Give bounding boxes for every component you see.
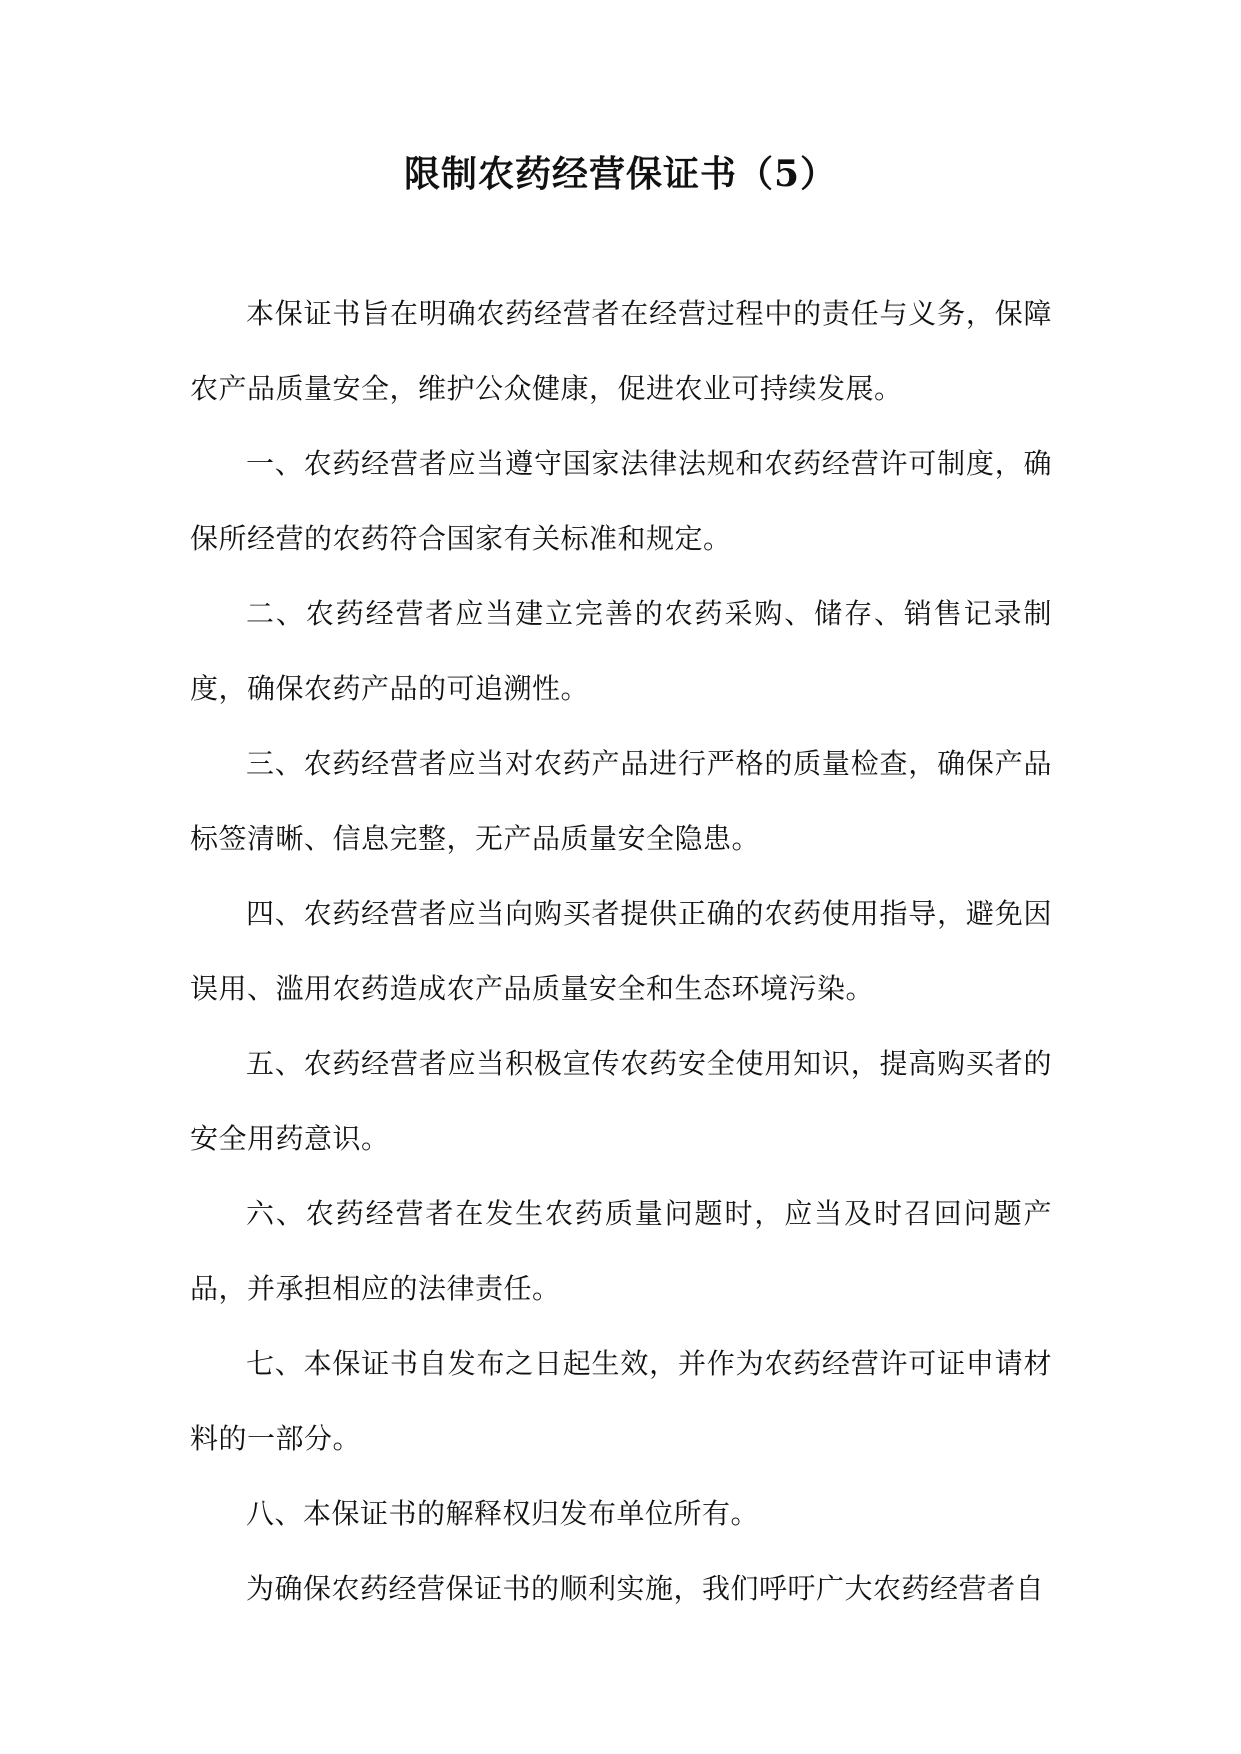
paragraph-clause-7: 七、本保证书自发布之日起生效，并作为农药经营许可证申请材料的一部分。 <box>190 1347 1052 1455</box>
paragraph-clause-1: 一、农药经营者应当遵守国家法律法规和农药经营许可制度，确保所经营的农药符合国家有关标准和规定。 <box>190 447 1052 555</box>
paragraph-clause-2: 二、农药经营者应当建立完善的农药采购、储存、销售记录制度，确保农药产品的可追溯性。 <box>190 597 1052 705</box>
paragraph-intro: 本保证书旨在明确农药经营者在经营过程中的责任与义务，保障农产品质量安全，维护公众健康，促进农业可持续发展。 <box>190 297 1052 405</box>
document-body <box>190 276 1052 1626</box>
paragraph-clause-3: 三、农药经营者应当对农药产品进行严格的质量检查，确保产品标签清晰、信息完整，无产品质量安全隐患。 <box>190 747 1052 855</box>
document-title: 限制农药经营保证书（5） <box>403 153 838 195</box>
paragraph-clause-4: 四、农药经营者应当向购买者提供正确的农药使用指导，避免因误用、滥用农药造成农产品质量安全和生态环境污染。 <box>190 897 1052 1005</box>
paragraph-clause-8: 八、本保证书的解释权归发布单位所有。 <box>246 1497 760 1530</box>
paragraph-clause-6: 六、农药经营者在发生农药质量问题时，应当及时召回问题产品，并承担相应的法律责任。 <box>190 1197 1052 1305</box>
paragraph-closing: 为确保农药经营保证书的顺利实施，我们呼吁广大农药经营者自 <box>246 1572 1045 1605</box>
paragraph-clause-5: 五、农药经营者应当积极宣传农药安全使用知识，提高购买者的安全用药意识。 <box>190 1047 1052 1155</box>
